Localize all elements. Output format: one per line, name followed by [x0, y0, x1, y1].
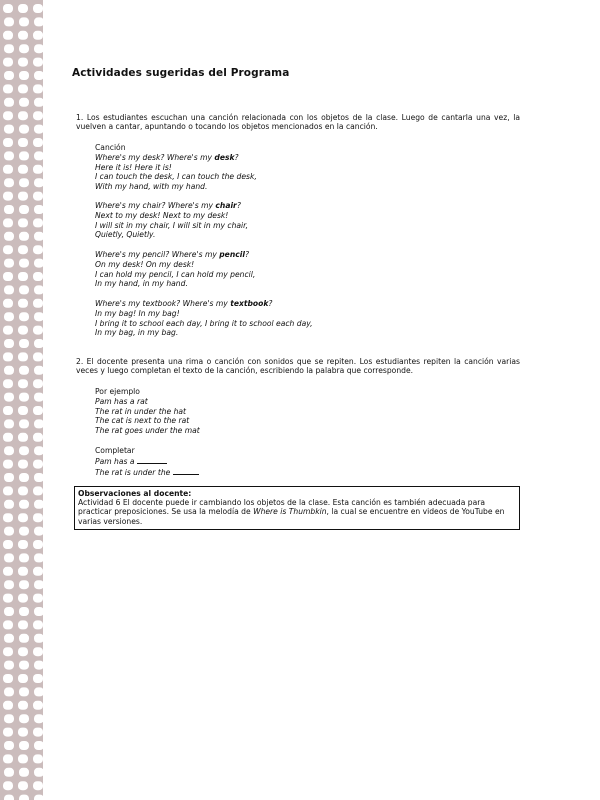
binding-hole	[3, 513, 13, 522]
binding-hole	[19, 687, 29, 696]
binding-hole	[34, 17, 43, 26]
observations-box	[74, 486, 520, 530]
fill-in-blank	[137, 456, 167, 464]
binding-hole	[19, 366, 29, 375]
binding-strip	[0, 0, 43, 800]
binding-hole	[33, 245, 43, 254]
binding-hole	[18, 299, 28, 308]
example-line-1: Pam has a rat	[95, 396, 148, 406]
binding-hole	[19, 259, 29, 268]
observations-text: Actividad 6 El docente puede ir cambiando los objetos de la clase. Esta canción es también adecuada para practicar preposiciones. Se usa la melodía de Where is Thumbkin, la cual se encuentre en videos de YouTube en varias versiones.	[78, 498, 505, 526]
binding-hole	[19, 661, 29, 670]
binding-hole	[34, 607, 43, 616]
stanza-4-line-1: Where's my textbook? Where's my textbook?	[95, 299, 273, 308]
binding-hole	[4, 285, 14, 294]
binding-hole	[4, 527, 14, 536]
stanza-2	[95, 201, 495, 240]
binding-hole	[33, 754, 43, 763]
example-line-2: The rat in under the hat	[95, 406, 187, 416]
binding-hole	[18, 433, 28, 442]
binding-hole	[18, 701, 28, 710]
binding-hole	[33, 31, 43, 40]
stanza-3-line-4: In my hand, in my hand.	[95, 279, 188, 289]
binding-hole	[18, 352, 28, 361]
binding-hole	[18, 567, 28, 576]
binding-hole	[4, 98, 14, 107]
stanza-1-line-4: With my hand, with my hand.	[95, 182, 208, 192]
stanza-2-line-4: Quietly, Quietly.	[95, 230, 156, 240]
binding-hole	[4, 687, 14, 696]
binding-hole	[33, 218, 43, 227]
binding-hole	[34, 339, 43, 348]
binding-hole	[33, 138, 43, 147]
binding-hole	[33, 513, 43, 522]
binding-holes-decoration	[0, 0, 43, 800]
activity-2-intro: 2. El docente presenta una rima o canción con sonidos que se repiten. Los estudiantes repiten la canción varias veces y luego completan el texto de la canción, escribiendo la palabra que corresponde.	[76, 357, 520, 376]
stanza-4	[95, 299, 495, 338]
example-label: Por ejemplo	[95, 387, 140, 396]
stanza-4-line-2: In my bag! In my bag!	[95, 308, 180, 318]
binding-hole	[34, 714, 43, 723]
binding-hole	[4, 339, 14, 348]
binding-hole	[3, 245, 13, 254]
binding-hole	[33, 4, 43, 13]
binding-hole	[33, 460, 43, 469]
binding-hole	[34, 98, 43, 107]
binding-hole	[4, 553, 14, 562]
binding-hole	[34, 232, 43, 241]
binding-hole	[19, 634, 29, 643]
binding-hole	[33, 433, 43, 442]
binding-hole	[19, 795, 29, 800]
binding-hole	[4, 741, 14, 750]
binding-hole	[3, 192, 13, 201]
binding-hole	[34, 634, 43, 643]
binding-hole	[34, 768, 43, 777]
binding-hole	[3, 460, 13, 469]
binding-hole	[18, 754, 28, 763]
example-line-4: The rat goes under the mat	[95, 426, 200, 436]
stanza-4-line-3: I bring it to school each day, I bring it to school each day,	[95, 318, 313, 328]
binding-hole	[33, 84, 43, 93]
binding-hole	[3, 701, 13, 710]
binding-hole	[34, 419, 43, 428]
binding-hole	[3, 406, 13, 415]
binding-hole	[33, 567, 43, 576]
binding-hole	[33, 781, 43, 790]
stanza-1-line-3: I can touch the desk, I can touch the desk,	[95, 172, 257, 182]
binding-hole	[34, 446, 43, 455]
binding-hole	[34, 71, 43, 80]
stanza-3-line-1: Where's my pencil? Where's my pencil?	[95, 250, 249, 259]
stanza-4-line-4: In my bag, in my bag.	[95, 328, 179, 338]
binding-hole	[33, 192, 43, 201]
binding-hole	[4, 419, 14, 428]
binding-hole	[4, 795, 14, 800]
binding-hole	[33, 379, 43, 388]
binding-hole	[33, 406, 43, 415]
binding-hole	[4, 500, 14, 509]
binding-hole	[4, 768, 14, 777]
binding-hole	[33, 486, 43, 495]
binding-hole	[19, 473, 29, 482]
binding-hole	[34, 44, 43, 53]
binding-hole	[18, 513, 28, 522]
binding-hole	[19, 553, 29, 562]
binding-hole	[34, 393, 43, 402]
binding-hole	[3, 379, 13, 388]
binding-hole	[4, 312, 14, 321]
binding-hole	[4, 607, 14, 616]
binding-hole	[34, 473, 43, 482]
binding-hole	[18, 486, 28, 495]
stanza-2-line-2: Next to my desk! Next to my desk!	[95, 210, 229, 220]
binding-hole	[4, 366, 14, 375]
binding-hole	[18, 245, 28, 254]
binding-hole	[19, 125, 29, 134]
binding-hole	[18, 460, 28, 469]
binding-hole	[3, 218, 13, 227]
binding-hole	[19, 500, 29, 509]
binding-hole	[33, 272, 43, 281]
binding-hole	[18, 540, 28, 549]
binding-hole	[18, 781, 28, 790]
binding-hole	[3, 781, 13, 790]
binding-hole	[19, 580, 29, 589]
example-line-3: The cat is next to the rat	[95, 416, 190, 426]
stanza-3-line-3: I can hold my pencil, I can hold my pencil,	[95, 269, 256, 279]
binding-hole	[34, 205, 43, 214]
binding-hole	[18, 594, 28, 603]
binding-hole	[3, 4, 13, 13]
binding-hole	[18, 406, 28, 415]
binding-hole	[18, 379, 28, 388]
binding-hole	[34, 553, 43, 562]
binding-hole	[33, 111, 43, 120]
binding-hole	[4, 661, 14, 670]
binding-hole	[34, 527, 43, 536]
binding-hole	[19, 44, 29, 53]
fill-in-blank	[173, 467, 199, 475]
binding-hole	[3, 620, 13, 629]
binding-hole	[3, 138, 13, 147]
binding-hole	[19, 285, 29, 294]
binding-hole	[3, 111, 13, 120]
binding-hole	[33, 326, 43, 335]
binding-hole	[18, 31, 28, 40]
activity-2-complete	[95, 446, 495, 477]
binding-hole	[34, 366, 43, 375]
binding-hole	[19, 419, 29, 428]
binding-hole	[18, 138, 28, 147]
binding-hole	[33, 540, 43, 549]
binding-hole	[4, 125, 14, 134]
binding-hole	[4, 17, 14, 26]
binding-hole	[4, 71, 14, 80]
binding-hole	[34, 151, 43, 160]
binding-hole	[18, 620, 28, 629]
binding-hole	[19, 98, 29, 107]
activity-2-example	[95, 387, 495, 436]
binding-hole	[33, 58, 43, 67]
stanza-2-line-3: I will sit in my chair, I will sit in my chair,	[95, 220, 249, 230]
binding-hole	[34, 259, 43, 268]
binding-hole	[33, 728, 43, 737]
page-title: Actividades sugeridas del Programa	[72, 67, 290, 79]
binding-hole	[19, 178, 29, 187]
binding-hole	[33, 620, 43, 629]
binding-hole	[19, 714, 29, 723]
binding-hole	[19, 232, 29, 241]
binding-hole	[4, 393, 14, 402]
binding-hole	[3, 433, 13, 442]
binding-hole	[34, 178, 43, 187]
binding-hole	[19, 607, 29, 616]
activity-1-song	[95, 143, 495, 192]
binding-hole	[33, 352, 43, 361]
binding-hole	[19, 393, 29, 402]
binding-hole	[33, 647, 43, 656]
binding-hole	[4, 232, 14, 241]
binding-hole	[3, 594, 13, 603]
binding-hole	[18, 647, 28, 656]
binding-hole	[18, 58, 28, 67]
activity-1-intro: 1. Los estudiantes escuchan una canción relacionada con los objetos de la clase. Luego de cantarla una vez, la vuelven a cantar, apuntando o tocando los objetos mencionados en la canción.	[76, 113, 520, 132]
stanza-1-line-1: Where's my desk? Where's my desk?	[95, 152, 239, 162]
binding-hole	[33, 299, 43, 308]
stanza-3-line-2: On my desk! On my desk!	[95, 259, 195, 269]
binding-hole	[4, 580, 14, 589]
binding-hole	[3, 31, 13, 40]
binding-hole	[18, 111, 28, 120]
binding-hole	[4, 151, 14, 160]
binding-hole	[34, 795, 43, 800]
binding-hole	[34, 500, 43, 509]
binding-hole	[4, 446, 14, 455]
binding-hole	[3, 754, 13, 763]
binding-hole	[3, 486, 13, 495]
binding-hole	[18, 326, 28, 335]
binding-hole	[19, 768, 29, 777]
binding-hole	[3, 674, 13, 683]
binding-hole	[4, 634, 14, 643]
binding-hole	[3, 299, 13, 308]
binding-hole	[19, 446, 29, 455]
binding-hole	[3, 58, 13, 67]
binding-hole	[19, 527, 29, 536]
binding-hole	[19, 741, 29, 750]
binding-hole	[34, 580, 43, 589]
binding-hole	[18, 272, 28, 281]
binding-hole	[19, 205, 29, 214]
complete-line-2: The rat is under the	[95, 467, 495, 478]
binding-hole	[3, 84, 13, 93]
binding-hole	[18, 4, 28, 13]
binding-hole	[34, 285, 43, 294]
binding-hole	[3, 272, 13, 281]
binding-hole	[19, 71, 29, 80]
binding-hole	[34, 661, 43, 670]
observations-heading: Observaciones al docente:	[78, 489, 192, 498]
binding-hole	[19, 17, 29, 26]
binding-hole	[34, 312, 43, 321]
binding-hole	[4, 44, 14, 53]
binding-hole	[19, 339, 29, 348]
binding-hole	[4, 178, 14, 187]
binding-hole	[18, 192, 28, 201]
binding-hole	[4, 714, 14, 723]
binding-hole	[33, 674, 43, 683]
binding-hole	[3, 326, 13, 335]
binding-hole	[33, 594, 43, 603]
binding-hole	[3, 352, 13, 361]
binding-hole	[18, 165, 28, 174]
binding-hole	[18, 218, 28, 227]
binding-hole	[34, 741, 43, 750]
binding-hole	[3, 540, 13, 549]
complete-label: Completar	[95, 446, 135, 455]
binding-hole	[34, 125, 43, 134]
binding-hole	[3, 728, 13, 737]
binding-hole	[33, 701, 43, 710]
binding-hole	[4, 205, 14, 214]
binding-hole	[3, 567, 13, 576]
binding-hole	[18, 84, 28, 93]
stanza-2-line-1: Where's my chair? Where's my chair?	[95, 201, 241, 210]
binding-hole	[19, 312, 29, 321]
song-label: Canción	[95, 143, 126, 152]
binding-hole	[3, 647, 13, 656]
binding-hole	[33, 165, 43, 174]
stanza-1-line-2: Here it is! Here it is!	[95, 162, 172, 172]
binding-hole	[18, 674, 28, 683]
binding-hole	[4, 259, 14, 268]
binding-hole	[4, 473, 14, 482]
binding-hole	[3, 165, 13, 174]
stanza-3	[95, 250, 495, 289]
binding-hole	[34, 687, 43, 696]
binding-hole	[18, 728, 28, 737]
complete-line-1: Pam has a	[95, 456, 495, 467]
binding-hole	[19, 151, 29, 160]
